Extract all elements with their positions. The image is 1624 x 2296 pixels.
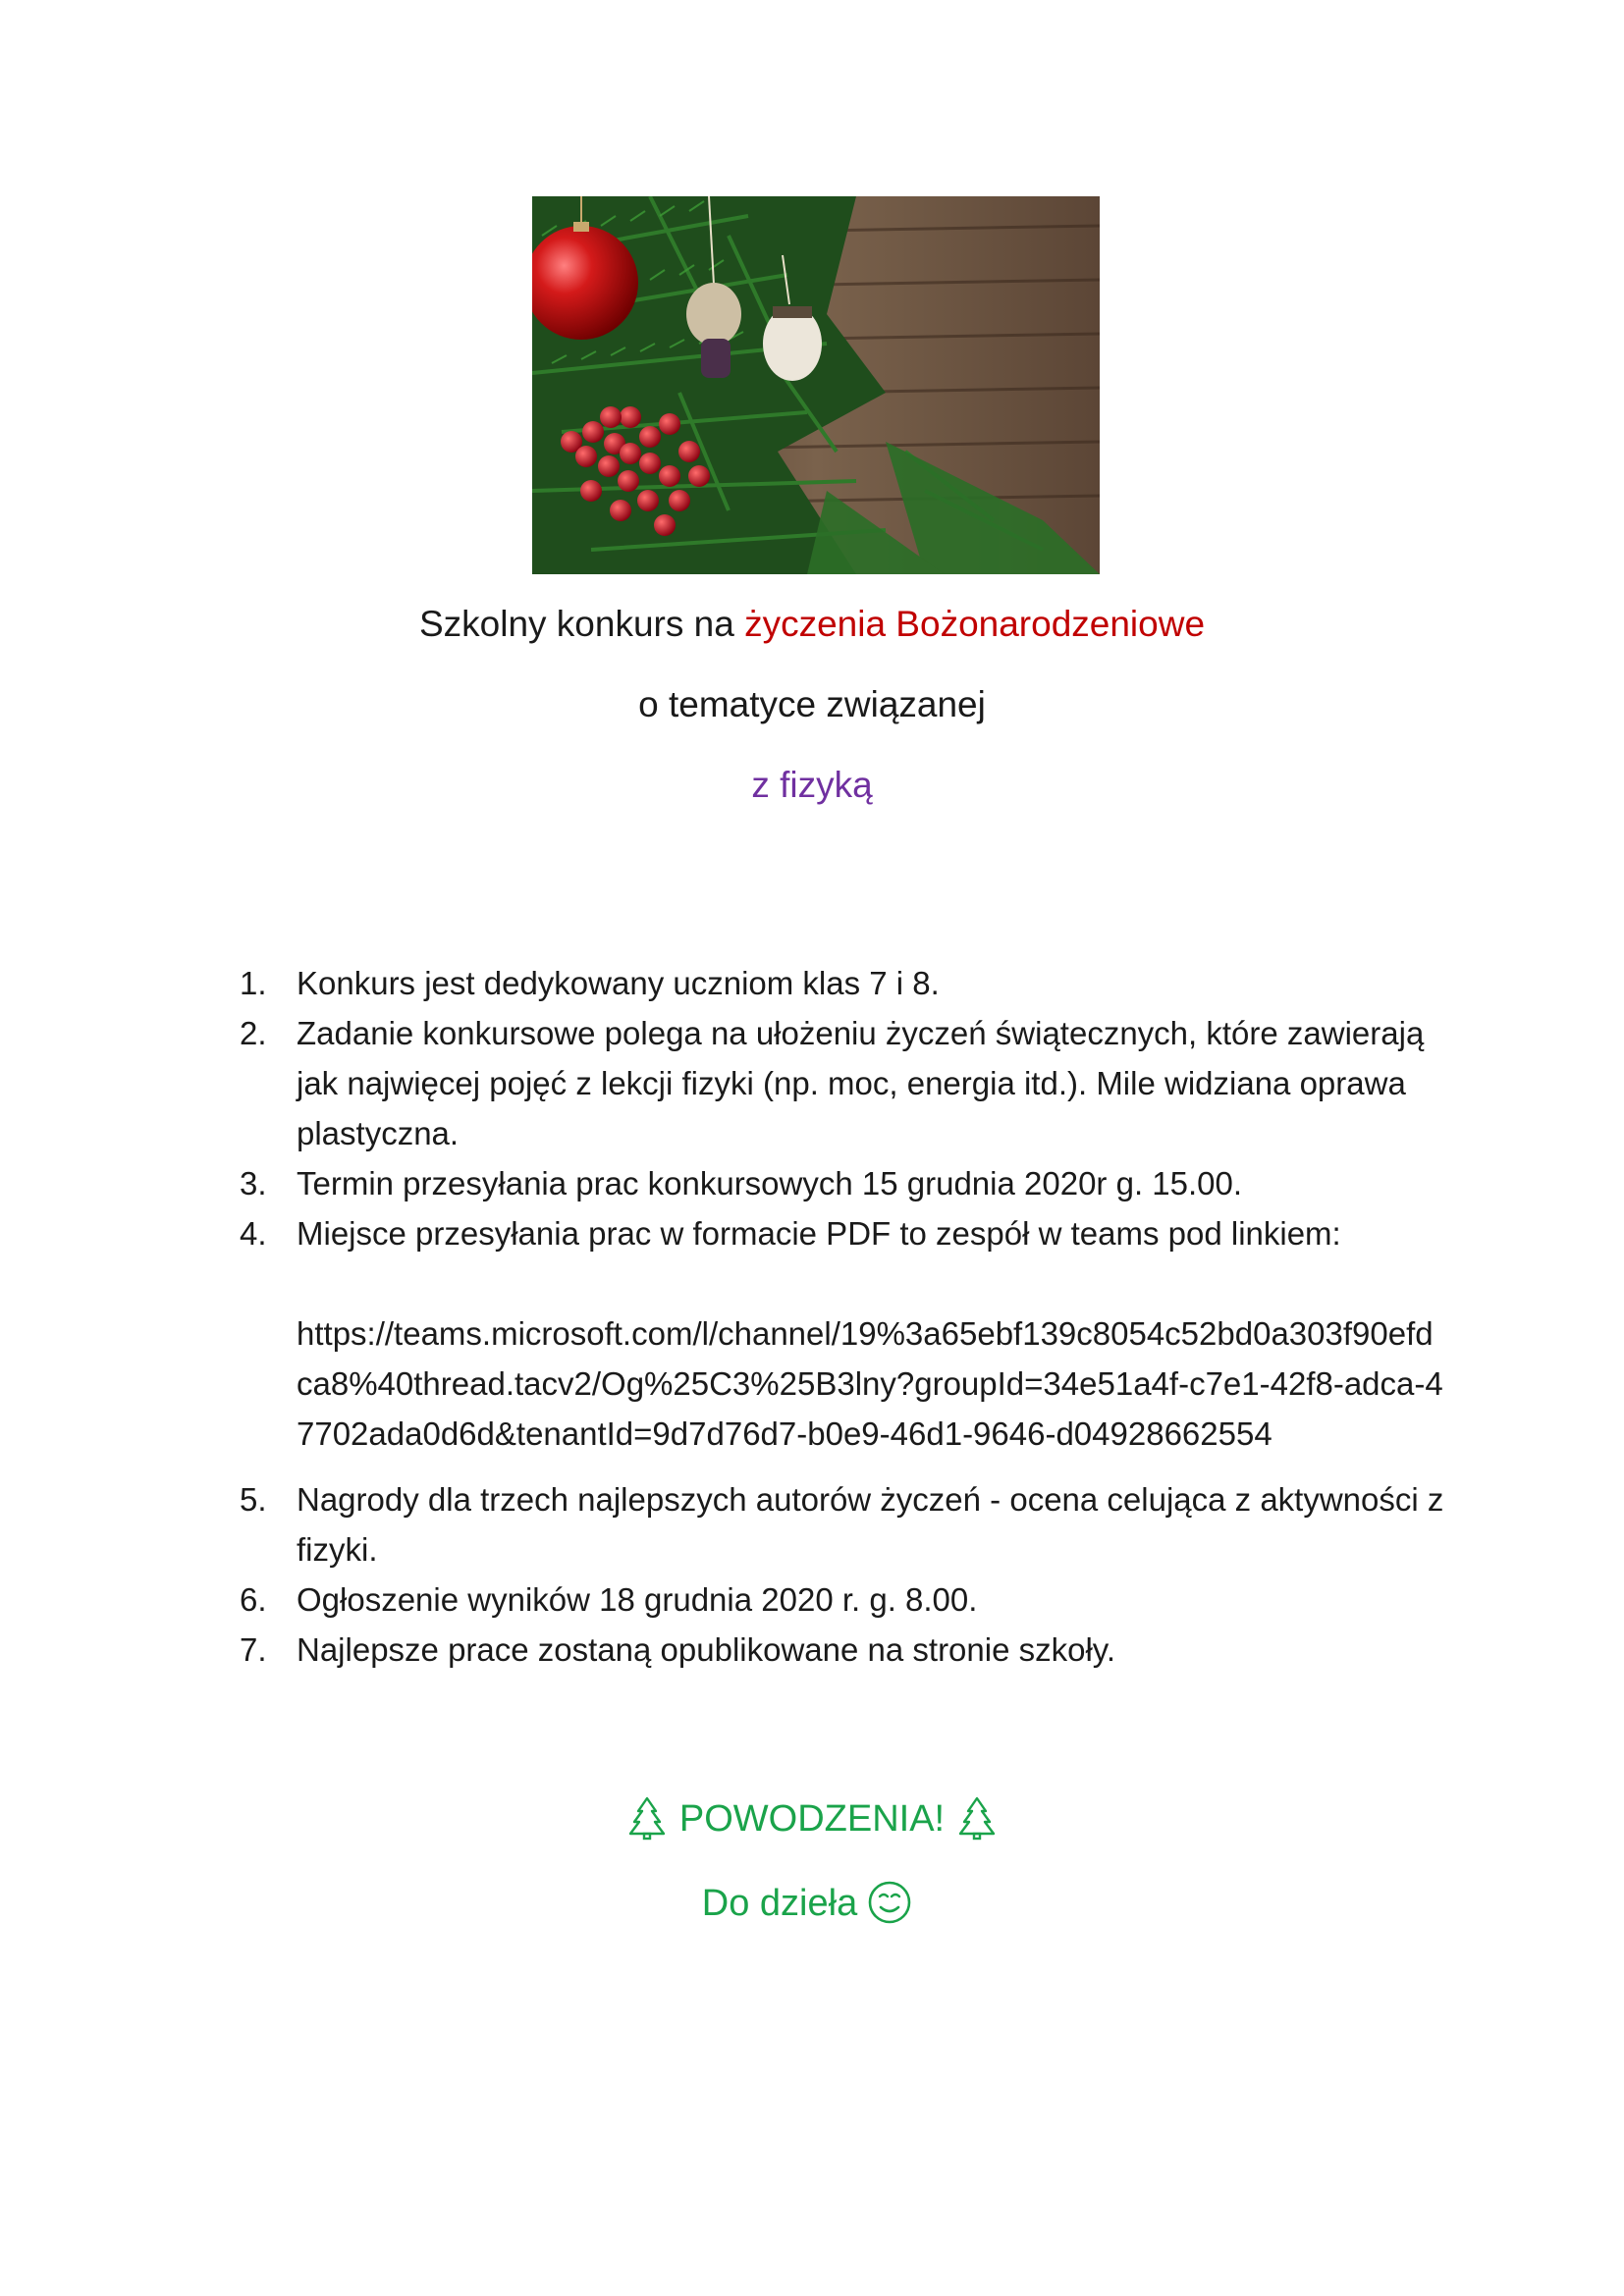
list-number: 7. (240, 1631, 267, 1668)
list-text: Ogłoszenie wyników 18 grudnia 2020 r. g. 8.00. (297, 1581, 978, 1618)
list-item (240, 1625, 1447, 1675)
teams-link[interactable]: https://teams.microsoft.com/l/channel/19%3a65ebf139c8054c52bd0a303f90efdca8%40thread.tacv2/Og%25C3%25B3lny?groupId=34e51a4f-c7e1-42f8-adca-47702ada0d6d&tenantId=9d7d76d7-b0e9-46d1-9646-d04928662554 (297, 1315, 1443, 1452)
rules-list (240, 958, 1447, 1675)
title-line-2: o tematyce związanej (638, 684, 986, 724)
list-number: 3. (240, 1165, 267, 1201)
title-line-1 (0, 601, 1624, 648)
list-item (240, 1208, 1447, 1258)
list-number: 1. (240, 965, 267, 1001)
list-text: Nagrody dla trzech najlepszych autorów życzeń - ocena celująca z aktywności z fizyki. (297, 1481, 1444, 1568)
list-text: Termin przesyłania prac konkursowych 15 grudnia 2020r g. 15.00. (297, 1165, 1243, 1201)
list-text: Konkurs jest dedykowany uczniom klas 7 i 8. (297, 965, 940, 1001)
list-number: 2. (240, 1015, 267, 1051)
list-item (240, 1575, 1447, 1625)
title-line-3: z fizyką (751, 765, 873, 805)
list-number: 6. (240, 1581, 267, 1618)
smiley-icon (867, 1880, 912, 1925)
list-number: 5. (240, 1481, 267, 1518)
christmas-tree-photo (532, 196, 1100, 574)
list-text: Zadanie konkursowe polega na ułożeniu życzeń świątecznych, które zawierają jak najwięcej pojęć z lekcji fizyki (np. moc, energia itd.). Mile widziana oprawa plastyczna. (297, 1015, 1425, 1151)
title-highlight: życzenia Bożonarodzeniowe (744, 604, 1206, 644)
list-number: 4. (240, 1215, 267, 1252)
christmas-tree-icon (954, 1795, 1000, 1841)
list-item (240, 1008, 1447, 1158)
get-to-work-text: Do dzieła (701, 1883, 858, 1924)
christmas-tree-icon (624, 1795, 670, 1841)
list-item (240, 1158, 1447, 1208)
get-to-work-line (0, 1879, 1624, 1928)
good-luck-line (0, 1794, 1624, 1843)
list-item (240, 958, 1447, 1008)
list-text: Najlepsze prace zostaną opublikowane na stronie szkoły. (297, 1631, 1116, 1668)
list-item (240, 1474, 1447, 1575)
title-prefix: Szkolny konkurs na (418, 604, 745, 644)
list-text: Miejsce przesyłania prac w formacie PDF to zespół w teams pod linkiem: (297, 1215, 1341, 1252)
good-luck-text: POWODZENIA! (678, 1798, 946, 1840)
